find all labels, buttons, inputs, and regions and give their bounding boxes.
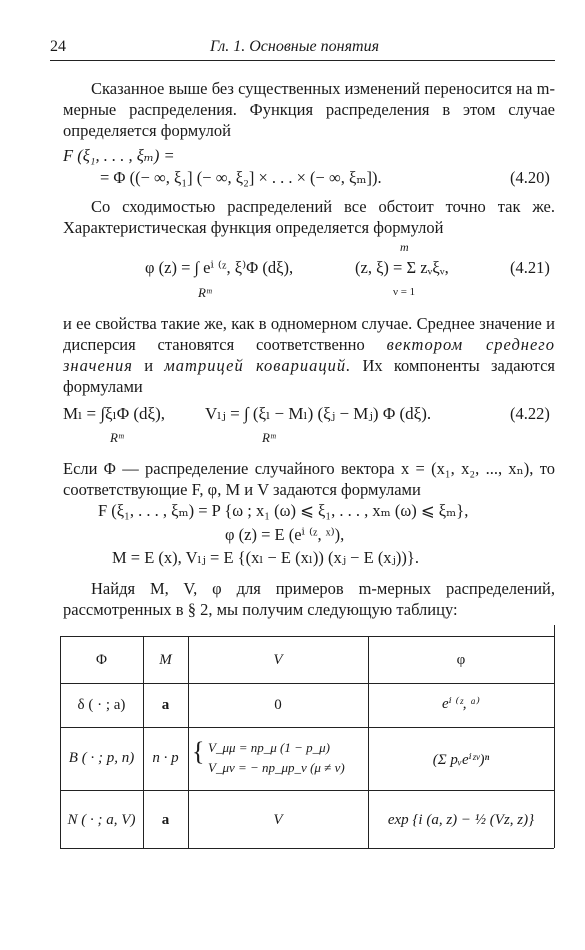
table-header-varphi: φ (456, 652, 466, 668)
table-cell-varphi: (Σ pᵥeⁱᶻᵛ)ⁿ (432, 752, 490, 768)
defs-line2: φ (z) = E (eⁱ ⁽ᶻ, ˣ⁾), (225, 525, 345, 544)
eq-4-22-right: Vₗⱼ = ∫ (ξₗ − Mₗ) (ξⱼ − Mⱼ) Φ (dξ). (205, 404, 432, 423)
table-cell-phi: δ ( · ; a) (77, 697, 126, 713)
paragraph-3-c: и (144, 356, 154, 375)
table-cell-M: n · p (152, 750, 179, 766)
eq-4-21-left: φ (z) = ∫ eⁱ ⁽ᶻ, ξ⁾Φ (dξ), (145, 258, 294, 277)
table-cell-phi: B ( · ; p, n) (68, 750, 135, 766)
table-rule (60, 683, 554, 684)
table-cell-phi: N ( · ; a, V) (67, 812, 136, 828)
eq-4-20-line2: = Φ ((− ∞, ξ₁] (− ∞, ξ₂] × . . . × (− ∞, ξₘ]). (100, 168, 382, 187)
table-cell-V: V (273, 812, 283, 828)
defs-line3: M = E (x), Vₗⱼ = E {(xₗ − E (xₗ)) (xⱼ − E (xⱼ))}. (112, 548, 419, 567)
eq-4-21-number: (4.21) (510, 258, 550, 277)
paragraph-3 (63, 313, 555, 397)
paragraph-1: Сказанное выше без существенных изменений переносится на m-мерные распределения. Функция распределения в этом случае определяется формулой (63, 79, 555, 140)
table-header-phi: Φ (96, 652, 107, 668)
paragraph-2: Со сходимостью распределений все обстоит точно так же. Характеристическая функция определяется формулой (63, 197, 555, 237)
eq-4-21-left-sub: Rᵐ (198, 285, 212, 300)
table-rule (554, 625, 555, 848)
table-cell-M: a (161, 812, 170, 828)
table-cell-varphi: exp {i (a, z) − ½ (Vz, z)} (387, 812, 535, 828)
table-cell-V: 0 (274, 697, 282, 713)
table-header-V: V (273, 652, 283, 668)
eq-4-21-sum-bottom: ν = 1 (393, 286, 416, 298)
eq-4-21-right: (z, ξ) = Σ zᵥξᵥ, (355, 258, 449, 277)
paragraph-4: Если Φ — распределение случайного вектора x = (x₁, x₂, ..., xₙ), то соответствующие F, φ, M и V задаются формулами (63, 459, 555, 499)
table-cell-varphi: eⁱ ⁽ᶻ, ᵃ⁾ (442, 696, 480, 712)
table-rule (60, 636, 554, 637)
table-cell-V-line2: V_μν = − np_μp_ν (μ ≠ ν) (208, 760, 345, 775)
eq-4-22-left: Mₗ = ∫ξₗΦ (dξ), (63, 404, 166, 423)
eq-4-22-number: (4.22) (510, 404, 550, 423)
table-rule (60, 790, 554, 791)
eq-4-21-sum-top: m (400, 240, 409, 254)
table-rule (60, 848, 554, 849)
eq-4-20-number: (4.20) (510, 168, 550, 187)
page-number: 24 (50, 38, 66, 55)
paragraph-5: Найдя M, V, φ для примеров m-мерных распределений, рассмотренных в § 2, мы получим следующую таблицу: (63, 579, 555, 619)
paragraph-3-term-mean: вектором среднего значения (63, 335, 555, 375)
eq-4-22-sub2: Rᵐ (262, 430, 276, 445)
header-rule (50, 60, 555, 61)
eq-4-20-line1: F (ξ₁, . . . , ξₘ) = (63, 146, 175, 165)
chapter-title: Гл. 1. Основные понятия (210, 38, 380, 55)
eq-4-22-sub1: Rᵐ (110, 430, 124, 445)
table-header-M: M (159, 652, 172, 668)
table-cell-M: a (161, 697, 170, 713)
table-cell-V-line1: V_μμ = np_μ (1 − p_μ) (208, 740, 330, 755)
defs-line1: F (ξ₁, . . . , ξₘ) = P {ω ; x₁ (ω) ⩽ ξ₁, . . . , xₘ (ω) ⩽ ξₘ}, (98, 501, 469, 520)
table-rule (60, 727, 554, 728)
table-brace: { (192, 737, 205, 766)
paragraph-3-a: и ее свойства такие же, как в одномерном случае. Среднее значение и дисперсия становятся соответственно (63, 314, 555, 354)
paragraph-3-term-cov: матрицей ковариаций. (164, 356, 352, 375)
paragraph-3-e: Их компоненты задаются формулами (63, 356, 555, 396)
